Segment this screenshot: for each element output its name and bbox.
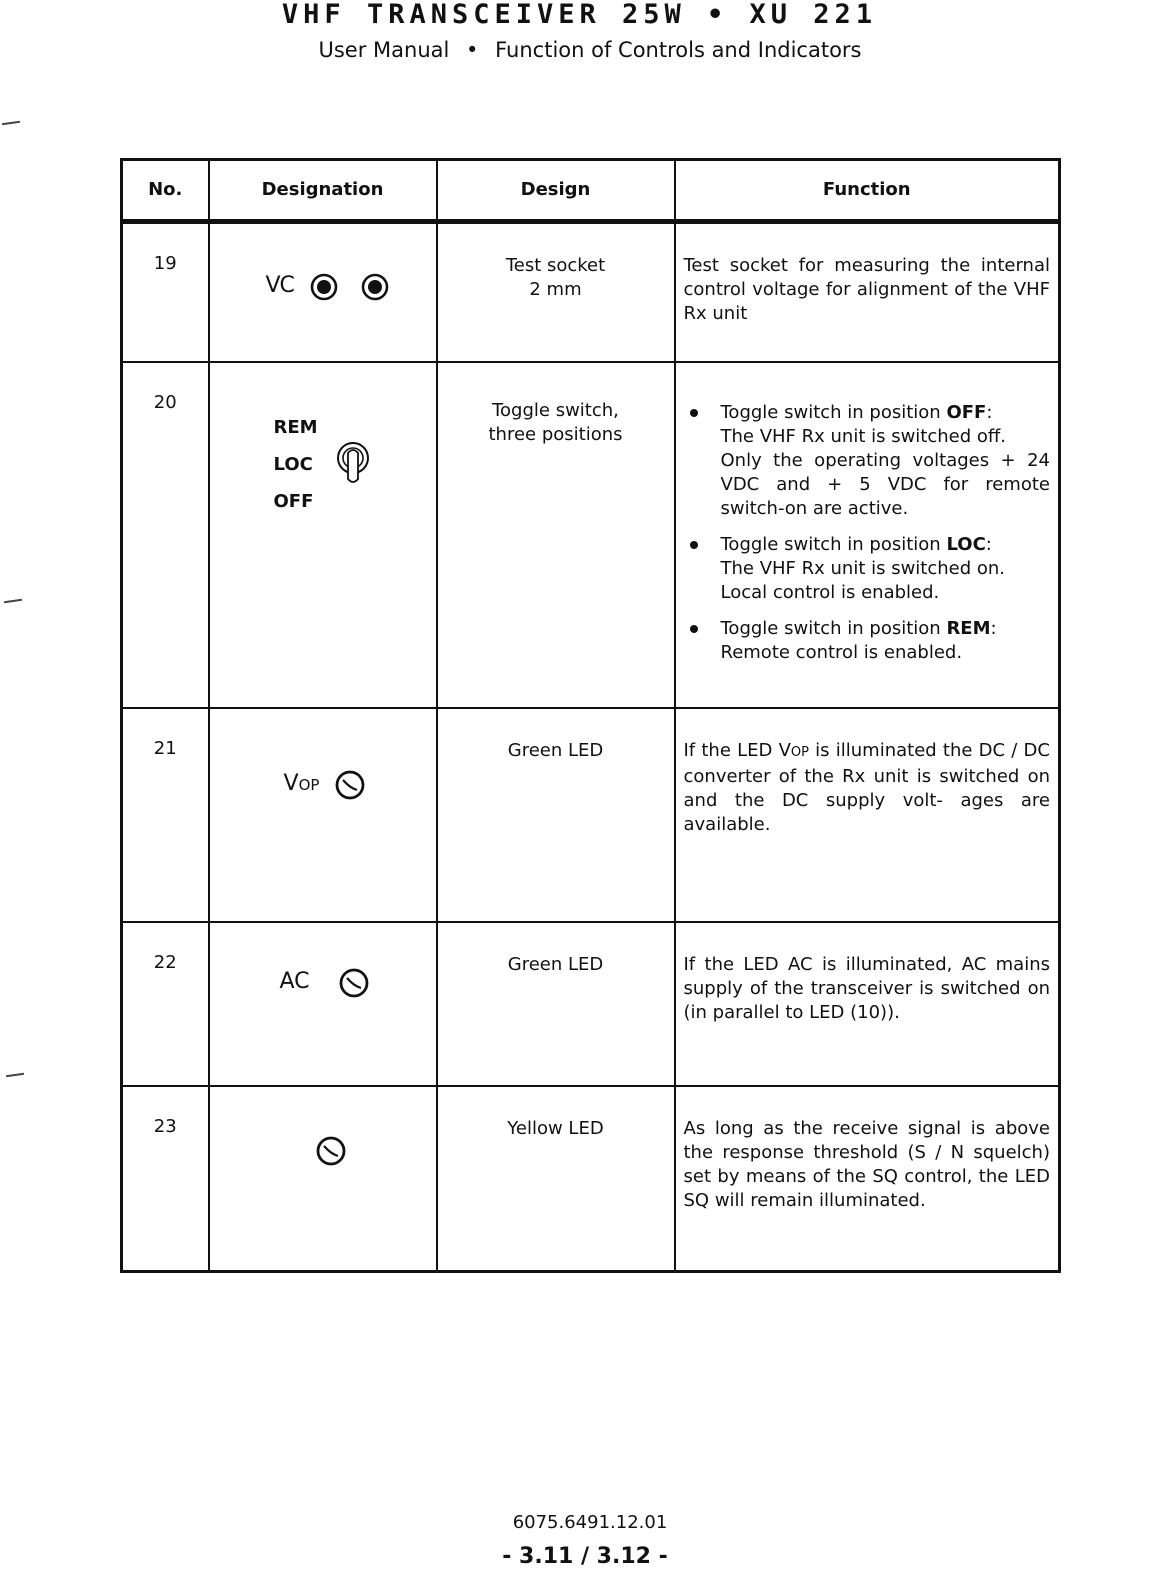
margin-mark [6,1073,24,1077]
switch-position-label: LOC [273,453,313,475]
design-cell [437,708,675,922]
row-number: 19 [122,222,209,362]
function-cell [675,362,1060,708]
margin-mark [2,121,20,125]
designation-cell [209,922,437,1086]
list-item-line: Only the operating voltages + 24 VDC and + 5 VDC for remote switch-on are active. [720,449,1050,519]
column-header-no: No. [122,160,209,222]
list-item [684,401,1051,521]
list-item-line: The VHF Rx unit is switched off. [720,425,1007,447]
row-number: 21 [122,708,209,922]
column-header-designation: Designation [209,160,437,222]
list-item-line: Remote control is enabled. [720,641,963,663]
list-item-line: Local control is enabled. [720,581,940,603]
list-item [684,533,1051,605]
page-number: - 3.11 / 3.12 - [502,1544,668,1569]
toggle-switch-icon [336,439,370,489]
bullet-icon [690,409,698,417]
test-socket-icon [308,272,340,302]
design-line: Green LED [507,739,604,761]
row-number: 22 [122,922,209,1086]
function-list [684,401,1051,665]
list-item-keyword: REM [946,617,991,639]
list-item-text: Toggle switch in position [720,533,947,555]
design-line: Toggle switch, [492,399,619,421]
designation-cell [209,362,437,708]
design-line: Test socket [505,255,606,276]
controls-table [120,158,1061,1273]
document-number: 6075.6491.12.01 [512,1512,668,1533]
column-header-function: Function [675,160,1060,222]
designation-label: AC [279,968,310,994]
list-item [684,617,1051,665]
row-number: 20 [122,362,209,708]
function-cell: As long as the receive signal is above the response threshold (S / N squelch) set by means of the SQ control, the LED SQ will remain illuminated. [675,1086,1060,1272]
switch-position-label: OFF [273,490,314,512]
list-item-keyword: LOC [946,533,986,555]
function-cell: If the LED AC is illuminated, AC mains supply of the transceiver is switched on (in parallel to LED (10)). [675,922,1060,1086]
design-line: three positions [488,423,623,445]
list-item-text: Toggle switch in position [720,617,947,639]
bullet-icon [690,625,698,633]
list-item-line: The VHF Rx unit is switched on. [720,557,1006,579]
design-line: Yellow LED [507,1117,604,1139]
designation-cell [209,222,437,362]
design-cell [437,1086,675,1272]
list-item-text: : [990,617,997,639]
test-socket-icon [359,272,391,302]
table-row [122,222,1060,362]
table-row [122,708,1060,922]
led-icon [314,1135,348,1167]
column-header-design: Design [437,160,675,222]
list-item-text: Toggle switch in position [720,401,947,423]
function-text: If the LED V [683,739,791,761]
bullet-icon [690,541,698,549]
table-row [122,922,1060,1086]
design-cell [437,222,675,362]
document-subtitle [0,36,1159,64]
function-cell: Test socket for measuring the internal control voltage for alignment of the VHF Rx unit [675,222,1060,362]
designation-label: VOP [283,770,320,796]
subtitle-manual: User Manual [318,38,450,62]
led-icon [333,769,367,801]
table-row [122,362,1060,708]
row-number: 23 [122,1086,209,1272]
design-line: 2 mm [529,279,582,300]
design-line: Green LED [507,953,604,975]
design-cell [437,362,675,708]
designation-label: VC [265,273,294,298]
led-icon [337,967,371,999]
function-cell [675,708,1060,922]
list-item-keyword: OFF [946,401,987,423]
switch-position-label: REM [273,416,318,438]
design-cell [437,922,675,1086]
list-item-text: : [986,401,993,423]
table-row [122,1086,1060,1272]
subtitle-separator: • [466,38,479,62]
list-item-text: : [985,533,992,555]
subtitle-section: Function of Controls and Indicators [495,38,862,62]
designation-subscript: OP [298,775,320,794]
function-subscript: OP [790,744,809,760]
document-title: VHF TRANSCEIVER 25W • XU 221 [281,0,878,30]
function-text: is illuminated the DC / DC converter of the Rx unit is switched on and the DC supply volt- ages are available. [683,739,1050,835]
margin-mark [4,599,22,603]
designation-cell [209,708,437,922]
table-header-row [122,160,1060,222]
designation-cell [209,1086,437,1272]
